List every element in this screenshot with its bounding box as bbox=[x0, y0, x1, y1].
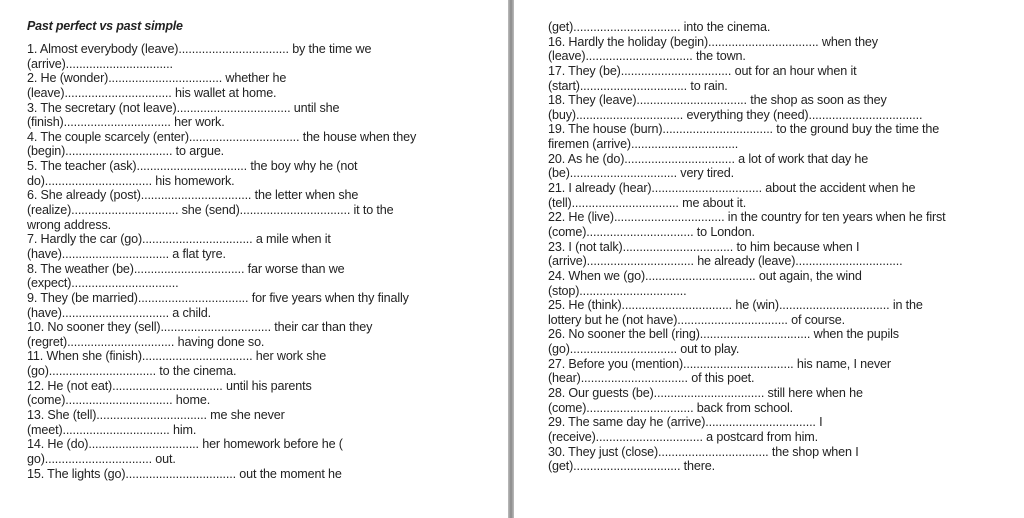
exercise-line: (come)................................ home. bbox=[27, 393, 211, 408]
exercise-line: 17. They (be)................................. out for an hour when it bbox=[548, 63, 857, 78]
exercise-line: 16. Hardly the holiday (begin)................................. when they bbox=[548, 34, 878, 49]
exercise-line: (meet)................................ him. bbox=[27, 422, 197, 437]
exercise-line: (finish)................................ her work. bbox=[27, 115, 225, 130]
exercise-line: 3. The secretary (not leave).................................. until she bbox=[27, 100, 340, 115]
exercise-line: (have)................................ a flat tyre. bbox=[27, 246, 226, 261]
exercise-line: (be)................................ very tired. bbox=[548, 166, 734, 181]
exercise-line: (go)................................ to the cinema. bbox=[27, 364, 237, 379]
right-page bbox=[514, 0, 1024, 518]
right-exercise-list bbox=[548, 20, 1018, 474]
exercise-line: (come)................................ back from school. bbox=[548, 400, 793, 415]
exercise-line: wrong address. bbox=[27, 217, 112, 232]
exercise-line: 18. They (leave)................................. the shop as soon as they bbox=[548, 93, 887, 108]
exercise-line: 24. When we (go)................................. out again, the wind bbox=[548, 268, 862, 283]
exercise-line: 21. I already (hear)................................. about the accident when he bbox=[548, 181, 916, 196]
exercise-line: (arrive)................................ he already (leave)................................ bbox=[548, 254, 903, 269]
exercise-line: (arrive)................................ bbox=[27, 56, 173, 71]
exercise-line: (start)................................ to rain. bbox=[548, 78, 728, 93]
exercise-line: 5. The teacher (ask)................................. the boy why he (not bbox=[27, 159, 358, 174]
exercise-line: 28. Our guests (be)................................. still here when he bbox=[548, 386, 863, 401]
exercise-line: (tell)................................ me about it. bbox=[548, 195, 747, 210]
exercise-line: go)................................ out. bbox=[27, 451, 176, 466]
left-page bbox=[0, 0, 508, 518]
exercise-line: 6. She already (post)................................. the letter when she bbox=[27, 188, 359, 203]
exercise-line: (get)................................ there. bbox=[548, 459, 715, 474]
exercise-line: 27. Before you (mention)................................. his name, I never bbox=[548, 356, 891, 371]
exercise-line: (get)................................ into the cinema. bbox=[548, 20, 771, 34]
exercise-line: (hear)................................ of this poet. bbox=[548, 371, 755, 386]
exercise-line: (receive)................................ a postcard from him. bbox=[548, 429, 818, 444]
exercise-line: 25. He (think)................................. he (win)................................. in the bbox=[548, 298, 923, 313]
exercise-line: (realize)................................ she (send)................................. it to the bbox=[27, 203, 394, 218]
exercise-line: (buy)................................ everything they (need).................................. bbox=[548, 107, 923, 122]
exercise-line: (expect)................................ bbox=[27, 276, 179, 291]
exercise-line: do)................................ his homework. bbox=[27, 173, 235, 188]
exercise-line: 26. No sooner the bell (ring)................................. when the pupils bbox=[548, 327, 899, 342]
exercise-line: (stop)................................ bbox=[548, 283, 687, 298]
exercise-line: lottery but he (not have)................................. of course. bbox=[548, 312, 845, 327]
exercise-line: 1. Almost everybody (leave)................................. by the time we bbox=[27, 42, 372, 56]
exercise-line: (begin)................................ to argue. bbox=[27, 144, 225, 159]
exercise-line: (leave)................................ the town. bbox=[548, 49, 746, 64]
exercise-line: 10. No sooner they (sell)................................. their car than they bbox=[27, 320, 373, 335]
exercise-line: 23. I (not talk)................................. to him because when I bbox=[548, 239, 860, 254]
exercise-line: 11. When she (finish)................................. her work she bbox=[27, 349, 327, 364]
exercise-line: 19. The house (burn)................................. to the ground buy the time the bbox=[548, 122, 940, 137]
exercise-line: (regret)................................ having done so. bbox=[27, 334, 265, 349]
worksheet-title: Past perfect vs past simple bbox=[27, 19, 183, 33]
exercise-line: (come)................................ to London. bbox=[548, 224, 755, 239]
exercise-line: 29. The same day he (arrive)................................. I bbox=[548, 415, 823, 430]
exercise-line: 14. He (do)................................. her homework before he ( bbox=[27, 437, 343, 452]
exercise-line: 15. The lights (go)................................. out the moment he bbox=[27, 466, 342, 481]
exercise-line: (leave)................................ his wallet at home. bbox=[27, 85, 277, 100]
exercise-line: firemen (arrive)................................ bbox=[548, 137, 739, 152]
exercise-line: (go)................................ out to play. bbox=[548, 342, 740, 357]
exercise-line: (have)................................ a child. bbox=[27, 305, 212, 320]
exercise-line: 20. As he (do)................................. a lot of work that day he bbox=[548, 151, 869, 166]
exercise-line: 9. They (be married)................................. for five years when thy finally bbox=[27, 290, 409, 305]
exercise-line: 8. The weather (be)................................. far worse than we bbox=[27, 261, 345, 276]
exercise-line: 13. She (tell)................................. me she never bbox=[27, 408, 285, 423]
exercise-line: 2. He (wonder).................................. whether he bbox=[27, 71, 287, 86]
exercise-line: 22. He (live)................................. in the country for ten years when he first bbox=[548, 210, 946, 225]
exercise-line: 4. The couple scarcely (enter)................................. the house when they bbox=[27, 129, 417, 144]
exercise-line: 7. Hardly the car (go)................................. a mile when it bbox=[27, 232, 331, 247]
exercise-line: 30. They just (close)................................. the shop when I bbox=[548, 444, 859, 459]
exercise-line: 12. He (not eat)................................. until his parents bbox=[27, 378, 312, 393]
left-exercise-list bbox=[27, 42, 497, 481]
